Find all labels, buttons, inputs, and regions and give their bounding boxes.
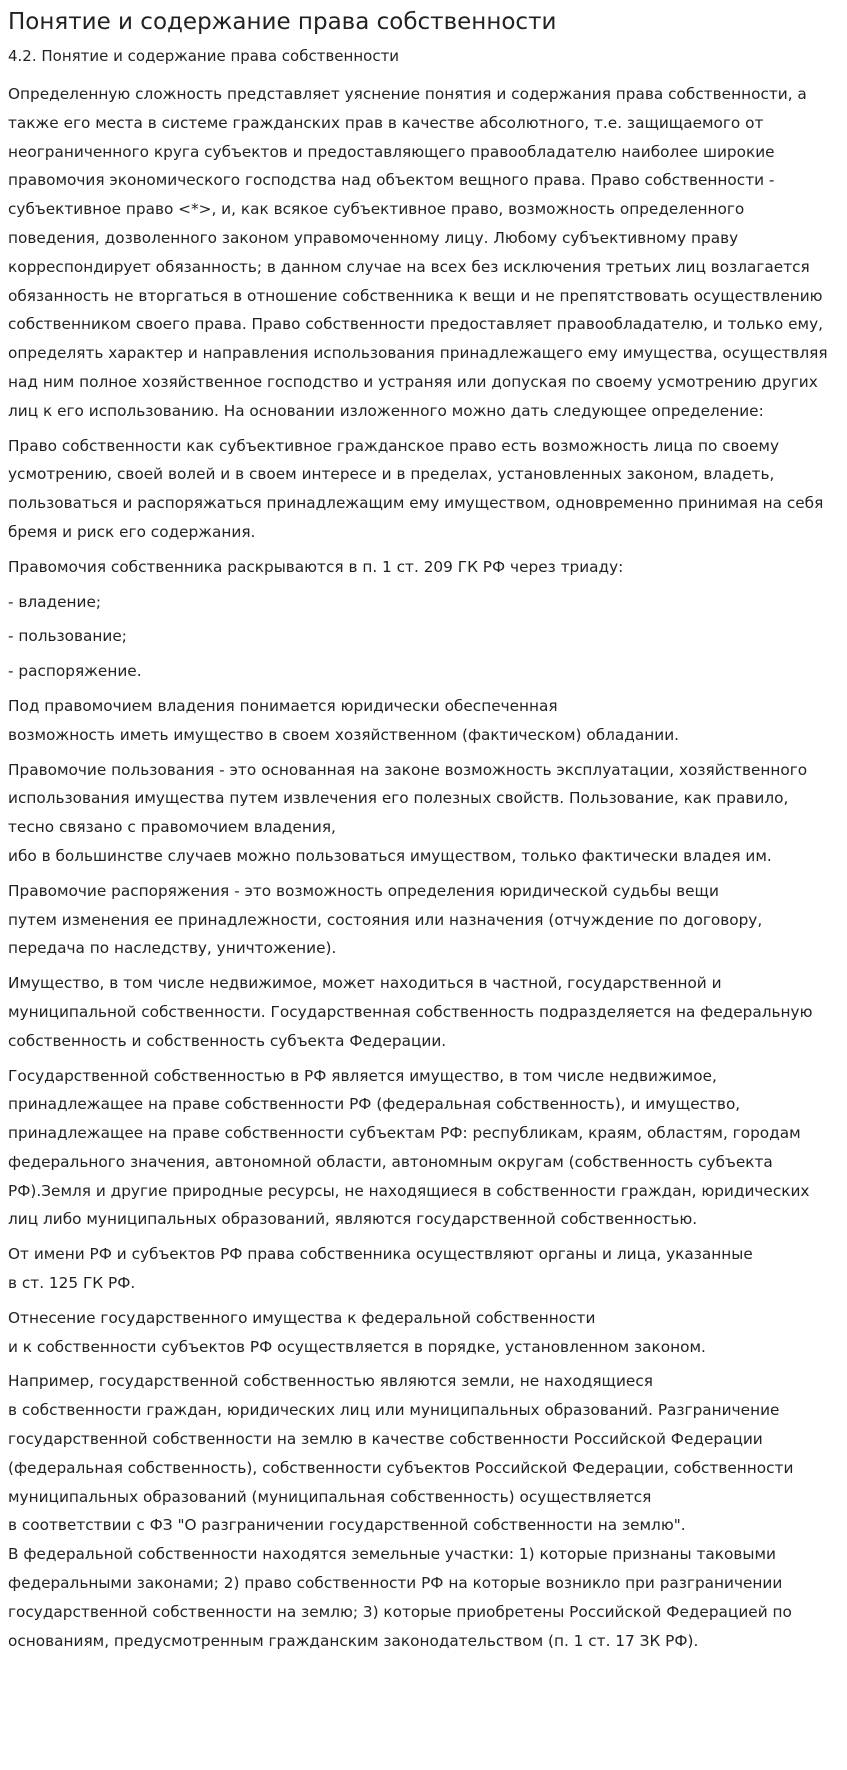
paragraph-possession: Под правомочием владения понимается юридически обеспеченная возможность иметь имущество в своем хозяйственном (фактическом) обладании. <box>8 696 679 744</box>
paragraph-allocation: Отнесение государственного имущества к федеральной собственности и к собственности субъектов РФ осуществляется в порядке, установленном законом. <box>8 1308 706 1356</box>
list-item-disposal: - распоряжение. <box>8 662 142 681</box>
article-body <box>8 80 839 1655</box>
paragraph-disposal: Правомочие распоряжения - это возможность определения юридической судьбы вещи путем изменения ее принадлежности, состояния или назначения (отчуждение по договору, передача по наследству, уничтожение). <box>8 881 763 958</box>
paragraph-land: Например, государственной собственностью являются земли, не находящиеся в собственности граждан, юридических лиц или муниципальных образований. Разграничение государственной собственности на землю в качестве собственности Российской Федерации (федеральная собственность), собственности субъектов Российской Федерации, собственности муниципальных образований (муниципальная собственность) осуществляется в соответствии с ФЗ "О разграничении государственной собственности на землю". В федеральной собственности находятся земельные участки: 1) которые признаны таковыми федеральными законами; 2) право собственности РФ на которые возникло при разграничении государственной собственности на землю; 3) которые приобретены Российской Федерацией по основаниям, предусмотренным гражданским законодательством (п. 1 ст. 17 ЗК РФ). <box>8 1372 794 1650</box>
paragraph-intro: Определенную сложность представляет уяснение понятия и содержания права собственности, а также его места в системе гражданских прав в качестве абсолютного, т.е. защищаемого от неограниченного круга субъектов и предоставляющего правообладателю наиболее широкие правомочия экономического господства над объектом вещного права. Право собственности - субъективное право <*>, и, как всякое субъективное право, возможность определенного поведения, дозволенного законом управомоченному лицу. Любому субъективному праву корреспондирует обязанность; в данном случае на всех без исключения третьих лиц возлагается обязанность не вторгаться в отношение собственника к вещи и не препятствовать осуществлению собственником своего права. Право собственности предоставляет правообладателю, и только ему, определять характер и направления использования принадлежащего ему имущества, осуществляя над ним полное хозяйственное господство и устраняя или допуская по своему усмотрению других лиц к его использованию. На основании изложенного можно дать следующее определение: <box>8 85 828 420</box>
section-subtitle: 4.2. Понятие и содержание права собственности <box>8 47 400 65</box>
page-title: Понятие и содержание права собственности <box>8 9 557 35</box>
paragraph-owner-rights: От имени РФ и субъектов РФ права собственника осуществляют органы и лица, указанные в ст. 125 ГК РФ. <box>8 1245 753 1293</box>
paragraph-triad: Правомочия собственника раскрываются в п. 1 ст. 209 ГК РФ через триаду: <box>8 557 624 576</box>
paragraph-use: Правомочие пользования - это основанная на законе возможность эксплуатации, хозяйственного использования имущества путем извлечения его полезных свойств. Пользование, как правило, тесно связано с правомочием владения, ибо в большинстве случаев можно пользоваться имуществом, только фактически владея им. <box>8 760 808 865</box>
list-item-use: - пользование; <box>8 627 127 646</box>
paragraph-state-property: Государственной собственностью в РФ является имущество, в том числе недвижимое, принадлежащее на праве собственности РФ (федеральная собственность), и имущество, принадлежащее на праве собственности субъектам РФ: республикам, краям, областям, городам федерального значения, автономной области, автономным округам (собственность субъекта РФ).Земля и другие природные ресурсы, не находящиеся в собственности граждан, юридических лиц либо муниципальных образований, являются государственной собственностью. <box>8 1066 810 1229</box>
list-item-possession: - владение; <box>8 592 102 611</box>
paragraph-property-forms: Имущество, в том числе недвижимое, может находиться в частной, государственной и муниципальной собственности. Государственная собственность подразделяется на федеральную собственность и собственность субъекта Федерации. <box>8 974 813 1050</box>
paragraph-definition: Право собственности как субъективное гражданское право есть возможность лица по своему усмотрению, своей волей и в своем интересе и в пределах, установленных законом, владеть, пользоваться и распоряжаться принадлежащим ему имуществом, одновременно принимая на себя бремя и риск его содержания. <box>8 436 824 541</box>
